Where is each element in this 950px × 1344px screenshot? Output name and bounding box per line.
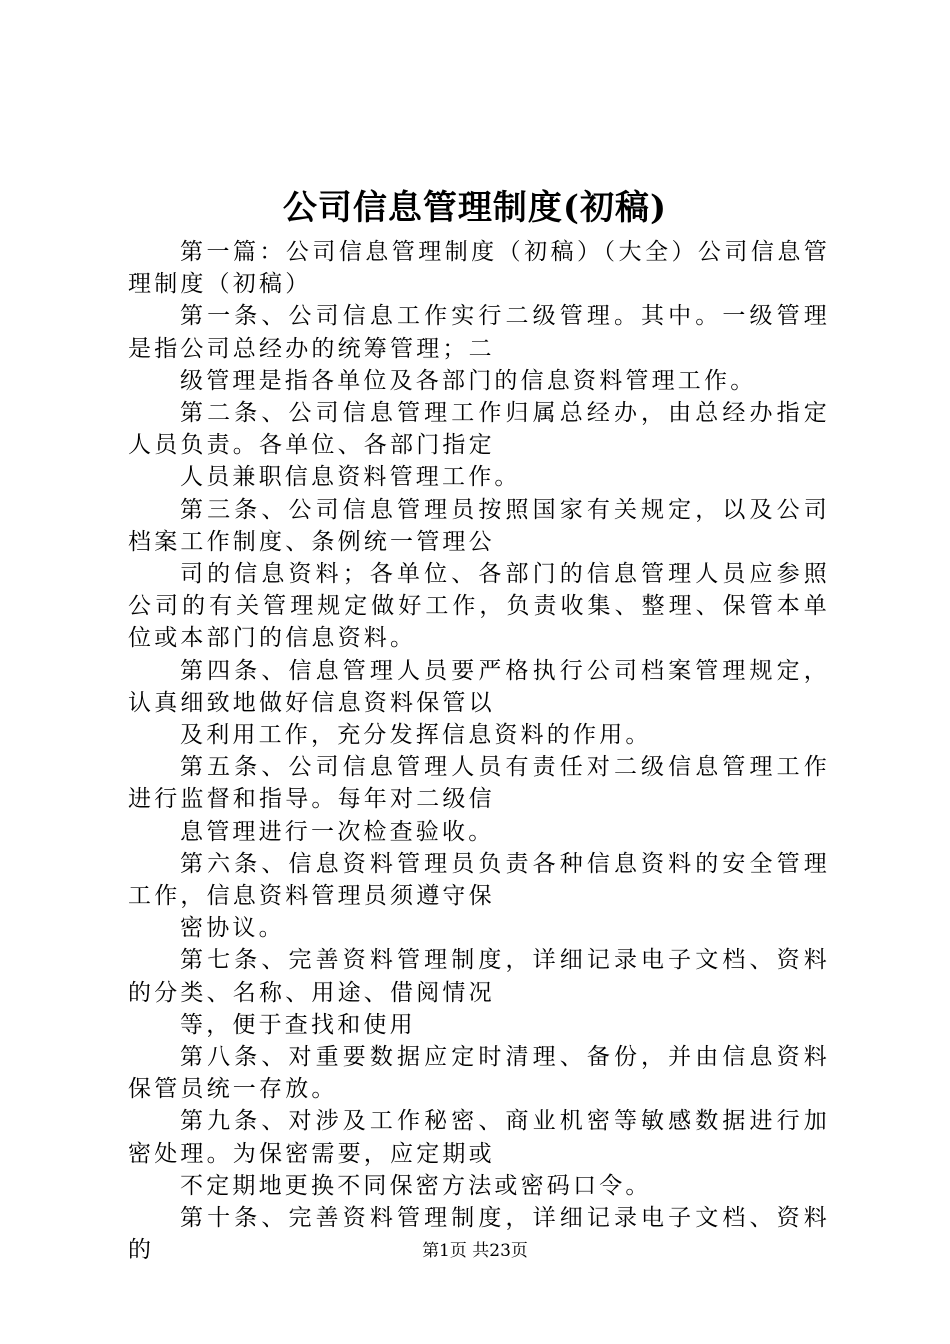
paragraph-11: 息管理进行一次检查验收。: [180, 818, 495, 845]
paragraph-6: 第三条、公司信息管理员按照国家有关规定，以及公司档案工作制度、条例统一管理公: [128, 496, 830, 555]
paragraph-19: 第十条、完善资料管理制度，详细记录电子文档、资料的: [128, 1205, 830, 1264]
paragraph-5: 人员兼职信息资料管理工作。: [180, 464, 521, 491]
paragraph-17: 第九条、对涉及工作秘密、商业机密等敏感数据进行加密处理。为保密需要，应定期或: [128, 1108, 830, 1167]
paragraph-14: 第七条、完善资料管理制度，详细记录电子文档、资料的分类、名称、用途、借阅情况: [128, 947, 830, 1006]
paragraph-15: 等，便于查找和使用: [180, 1011, 416, 1038]
paragraph-10: 第五条、公司信息管理人员有责任对二级信息管理工作进行监督和指导。每年对二级信: [128, 754, 830, 813]
paragraph-3: 级管理是指各单位及各部门的信息资料管理工作。: [180, 367, 757, 394]
paragraph-2: 第一条、公司信息工作实行二级管理。其中。一级管理是指公司总经办的统筹管理；二: [128, 303, 830, 362]
paragraph-18: 不定期地更换不同保密方法或密码口令。: [180, 1172, 652, 1199]
page-footer: 第1页 共23页: [422, 1241, 528, 1261]
paragraph-16: 第八条、对重要数据应定时清理、备份，并由信息资料保管员统一存放。: [128, 1044, 830, 1103]
paragraph-13: 密协议。: [180, 915, 285, 942]
paragraph-4: 第二条、公司信息管理工作归属总经办，由总经办指定人员负责。各单位、各部门指定: [128, 400, 830, 459]
document-title: 公司信息管理制度(初稿): [282, 188, 668, 228]
paragraph-12: 第六条、信息资料管理员负责各种信息资料的安全管理工作，信息资料管理员须遵守保: [128, 850, 830, 910]
paragraph-7: 司的信息资料；各单位、各部门的信息管理人员应参照公司的有关管理规定做好工作，负责收集、整理、保管本单位或本部门的信息资料。: [128, 561, 830, 652]
paragraph-8: 第四条、信息管理人员要严格执行公司档案管理规定，认真细致地做好信息资料保管以: [128, 657, 830, 716]
paragraph-9: 及利用工作，充分发挥信息资料的作用。: [180, 722, 652, 749]
paragraph-1: 第一篇：公司信息管理制度（初稿）（大全）公司信息管理制度（初稿）: [128, 239, 830, 298]
document-body: [128, 236, 830, 1267]
